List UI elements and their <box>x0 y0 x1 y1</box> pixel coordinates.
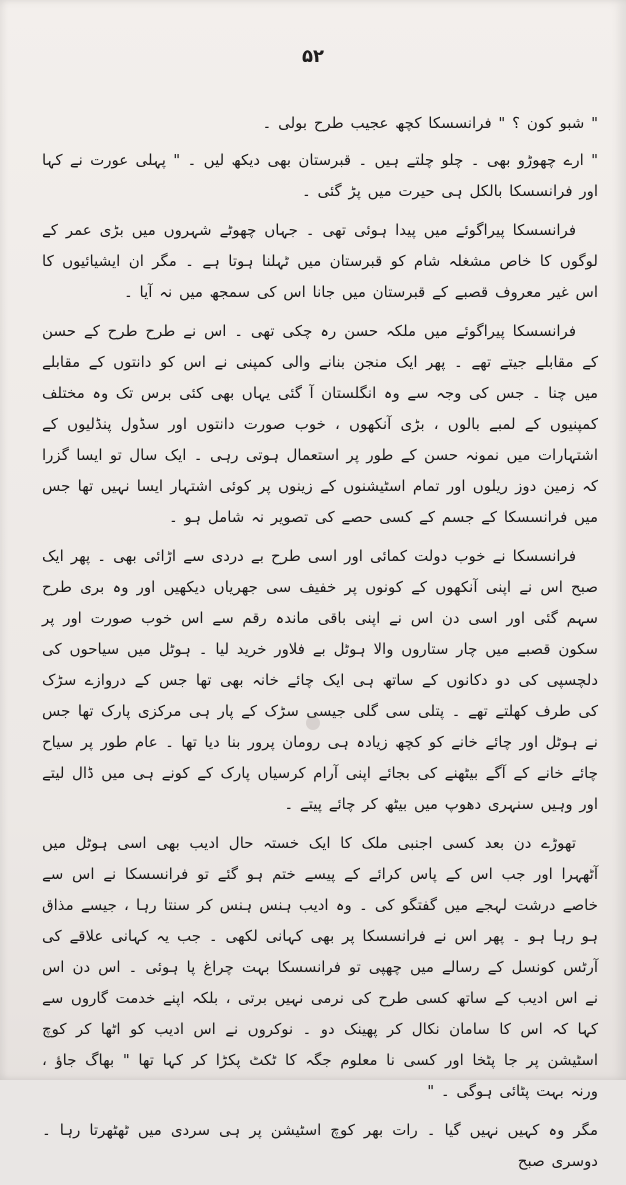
page-number: ۵۲ <box>302 46 324 67</box>
paragraph-3: فرانسسکا پیراگوئے میں پیدا ہوئی تھی ۔ جہاں چھوٹے شہروں میں بڑی عمر کے لوگوں کا خاص مشغلہ شام کو قبرستان میں ٹہلنا ہوتا ہے ۔ مگر ان ایشیائیوں کا اس غیر معروف قصبے کے قبرستان میں جانا اس کی سمجھ میں نہ آیا ۔ <box>42 221 598 301</box>
paragraph-2: " ارے چھوڑو بھی ۔ چلو چلتے ہیں ۔ قبرستان بھی دیکھ لیں ۔ " پہلی عورت نے کہا اور فرانسسکا بالکل ہی حیرت میں پڑ گئی ۔ <box>42 151 598 200</box>
paragraph-5: فرانسسکا نے خوب دولت کمائی اور اسی طرح بے دردی سے اڑائی بھی ۔ پھر ایک صبح اس نے اپنی آنکھوں کے کونوں پر خفیف سی جھریاں دیکھیں اور وہ بری طرح سہم گئی اور اسی دن اس نے اپنی باقی ماندہ رقم سے اس خوب صورت اور پر سکون قصبے میں چار ستاروں والا ہوٹل بے فلاور خرید لیا ۔ ہوٹل میں سیاحوں کی دلچسپی کی دو دکانوں کے ساتھ ہی ایک چائے خانہ بھی تھا جس کے دروازے سڑک کی طرف کھلتے تھے ۔ پتلی سی گلی جیسی سڑک کے پار ہی مرکزی پارک تھا جس نے ہوٹل اور چائے خانے کو کچھ زیادہ ہی رومان پرور بنا دیا تھا ۔ عام طور پر سیاح چائے خانے کے آگے بیٹھنے کی بجائے اپنی آرام کرسیاں پارک کے کونے ہی میں ڈال لیتے اور وہیں سنہری دھوپ میں بیٹھ کر چائے پیتے ۔ <box>42 547 598 813</box>
paragraph-1: " شبو کون ؟ " فرانسسکا کچھ عجیب طرح بولی ۔ <box>262 114 598 132</box>
paper-smudge <box>306 716 320 730</box>
paragraph-6: تھوڑے دن بعد کسی اجنبی ملک کا ایک خستہ حال ادیب بھی اسی ہوٹل میں آٹھہرا اور جب اس کے پاس کرائے کے پیسے ختم ہو گئے تو فرانسسکا نے اس سے خاصے درشت لہجے میں گفتگو کی ۔ وہ ادیب ہنس ہنس کر سنتا رہا ، جیسے مذاق ہو رہا ہو ۔ پھر اس نے فرانسسکا پر بھی کہانی لکھی ۔ جب یہ کہانی علاقے کی آرٹس کونسل کے رسالے میں چھپی تو فرانسسکا بہت چراغ پا ہوئی ۔ اس دن اس نے اس ادیب کے ساتھ کسی طرح کی نرمی نہیں برتی ، بلکہ اپنے خدمت گاروں سے کہا کہ اس کا سامان نکال کر پھینک دو ۔ نوکروں نے اس ادیب کو اٹھا کر کوچ اسٹیشن پر جا پٹخا اور کسی نا معلوم جگہ کا ٹکٹ پکڑا کر کہا تھا " بھاگ جاؤ ، ورنہ بہت پٹائی ہوگی ۔ " <box>42 834 598 1100</box>
page-body <box>42 108 598 1185</box>
paragraph-7: مگر وہ کہیں نہیں گیا ۔ رات بھر کوچ اسٹیشن پر ہی سردی میں ٹھٹھرتا رہا ۔ دوسری صبح <box>42 1121 598 1170</box>
paragraph-4: فرانسسکا پیراگوئے میں ملکہ حسن رہ چکی تھی ۔ اس نے طرح طرح کے حسن کے مقابلے جیتے تھے ۔ پھر ایک منجن بنانے والی کمپنی نے اس کو دانتوں کے مقابلے میں چنا ۔ جس کی وجہ سے وہ انگلستان آ گئی یہاں بھی کئی برس تک وہ مختلف کمپنیوں کے لمبے بالوں ، بڑی آنکھوں ، خوب صورت دانتوں اور سڈول پنڈلیوں کے اشتہارات میں نمونہ حسن کے طور پر استعمال ہوتی رہی ۔ ایک سال تو ایسا گزرا کہ زمین دوز ریلوں اور تمام اسٹیشنوں کے زینوں پر کوئی اشتہار ایسا نہیں تھا جس میں فرانسسکا کے جسم کے کسی حصے کی تصویر نہ شامل ہو ۔ <box>42 322 598 526</box>
